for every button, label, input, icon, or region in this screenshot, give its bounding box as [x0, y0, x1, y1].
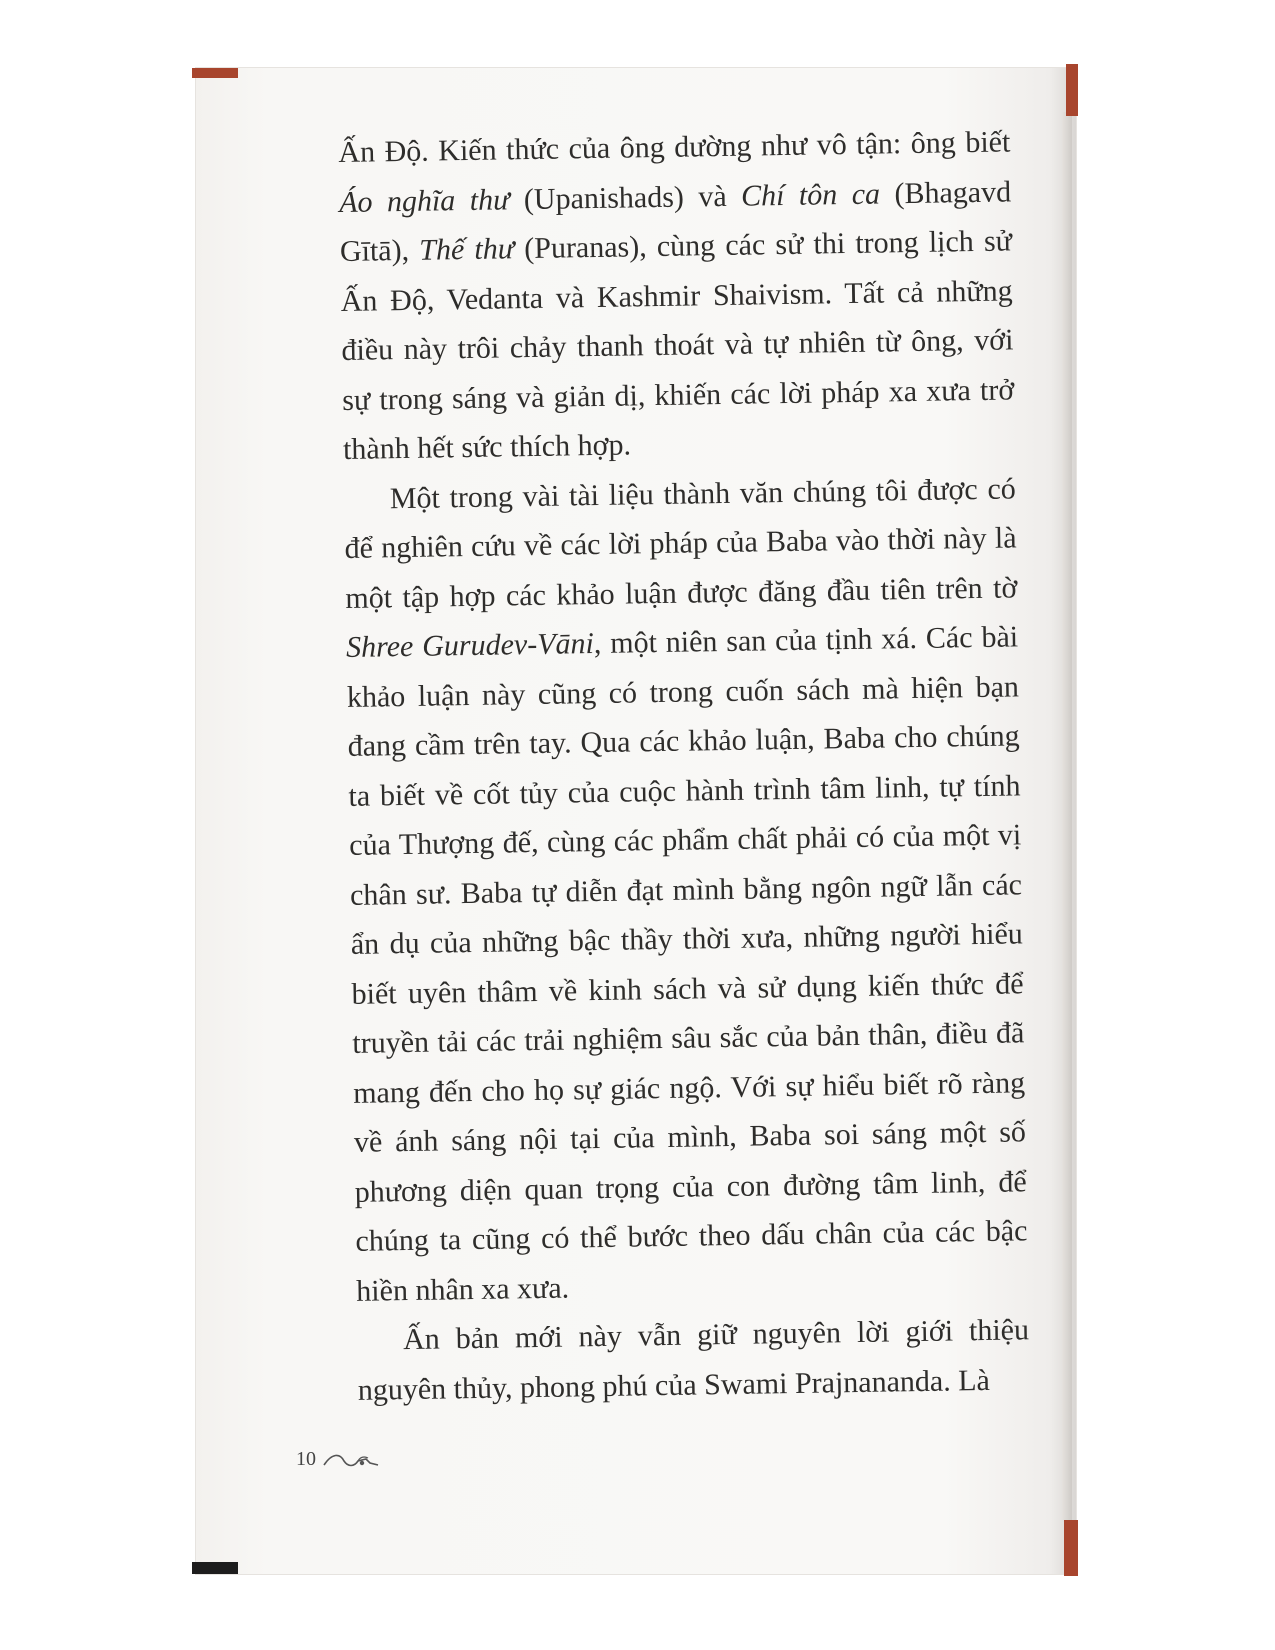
- paragraph-1: [338, 117, 1015, 474]
- italic-title-puranas: Thế thư: [418, 232, 515, 267]
- text-segment: (Bhagavd Gītā),: [339, 174, 1012, 268]
- page-number: 10: [296, 1448, 316, 1470]
- text-segment: (Puranas), cùng các sử thi trong lịch sử Ấn Độ, Vedanta và Kashmir Shaivism. Tất cả những điều này trôi chảy thanh thoát và tự nhiên từ ông, với sự trong sáng và giản dị, khiến các lời pháp xa xưa trở thành hết sức thích hợp.: [340, 224, 1015, 466]
- cover-corner-bottom-left: [192, 1562, 238, 1574]
- paragraph-3: [357, 1305, 1030, 1415]
- text-segment: Ấn Độ. Kiến thức của ông dường như vô tận: ông biết: [338, 125, 1011, 169]
- footer-ornament-icon: [322, 1449, 382, 1471]
- cover-corner-top-left: [192, 68, 238, 78]
- page-footer: [296, 1448, 382, 1471]
- cover-corner-bottom-right: [1064, 1520, 1078, 1576]
- text-segment: Một trong vài tài liệu thành văn chúng tôi được có để nghiên cứu về các lời pháp của Baba vào thời này là một tập hợp các khảo luận được đăng đầu tiên trên tờ: [344, 471, 1018, 615]
- italic-title-gurudev-vani: Shree Gurudev-Vāni: [345, 627, 595, 664]
- body-text: [338, 117, 1030, 1414]
- page-edge-shadow: [1062, 112, 1072, 1522]
- text-segment: (Upanishads) và: [509, 179, 742, 216]
- paragraph-2: [343, 464, 1028, 1316]
- italic-title-bhagavad-gita: Chí tôn ca: [740, 176, 881, 213]
- cover-corner-top-right: [1066, 64, 1078, 116]
- text-segment: Ấn bản mới này vẫn giữ nguyên lời giới thiệu nguyên thủy, phong phú của Swami Prajnananda. Là: [357, 1313, 1030, 1407]
- italic-title-upanishads: Áo nghĩa thư: [338, 182, 510, 219]
- text-segment: , một niên san của tịnh xá. Các bài khảo luận này cũng có trong cuốn sách mà hiện bạn đang cầm trên tay. Qua các khảo luận, Baba cho chúng ta biết về cốt tủy của cuộc hành trình tâm linh, tự tính của Thượng đế, cùng các phẩm chất phải có của một vị chân sư. Baba tự diễn đạt mình bằng ngôn ngữ lẫn các ẩn dụ của những bậc thầy thời xưa, những người hiểu biết uyên thâm về kinh sách và sử dụng kiến thức để truyền tải các trải nghiệm sâu sắc của bản thân, điều đã mang đến cho họ sự giác ngộ. Với sự hiểu biết rõ ràng về ánh sáng nội tại của mình, Baba soi sáng một số phương diện quan trọng của con đường tâm linh, để chúng ta cũng có thể bước theo dấu chân của các bậc hiền nhân xa xưa.: [346, 620, 1028, 1308]
